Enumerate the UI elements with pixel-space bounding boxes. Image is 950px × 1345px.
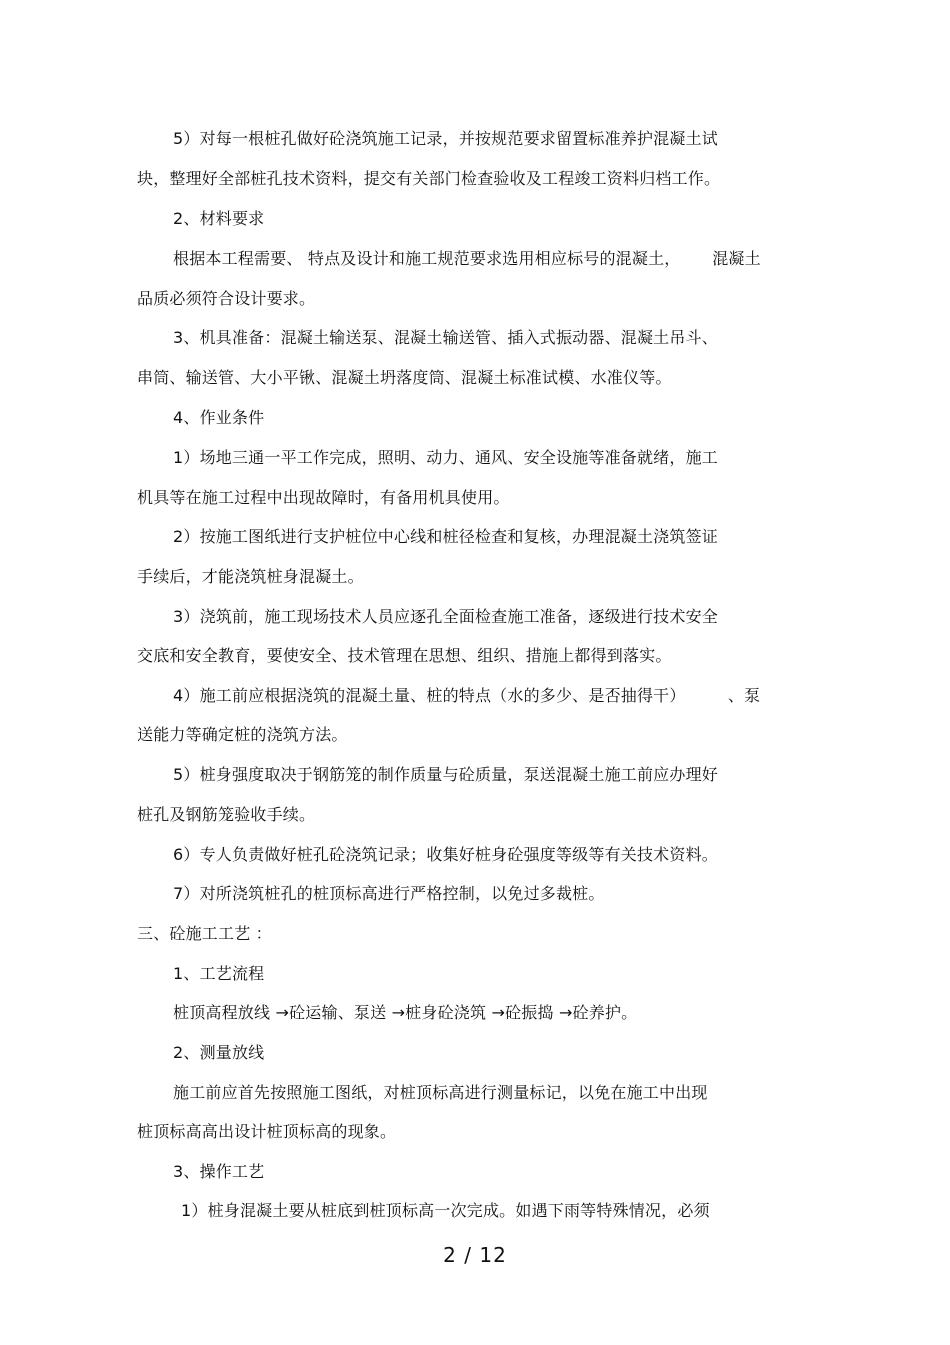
chapter-heading: 三、砼施工工艺 ：	[137, 924, 272, 943]
text-line: 施工前应首先按照施工图纸，对桩顶标高进行测量标记，以免在施工中出现	[173, 1083, 708, 1102]
text-line: 1）场地三通一平工作完成，照明、动力、通风、安全设施等准备就绪，施工	[173, 448, 718, 467]
text-line: 5）对每一根桩孔做好砼浇筑施工记录，并按规范要求留置标准养护混凝土试	[173, 129, 718, 148]
section-heading: 3、操作工艺	[173, 1162, 265, 1181]
section-heading: 2、测量放线	[173, 1043, 265, 1062]
text-line: 3、机具准备：混凝土输送泵、混凝土输送管、插入式振动器、混凝土吊斗、	[173, 328, 718, 347]
text-line: 串筒、输送管、大小平锹、混凝土坍落度筒、混凝土标准试模、水准仪等。	[137, 368, 672, 387]
text-line: 手续后，才能浇筑桩身混凝土。	[137, 567, 364, 586]
text-line: 块，整理好全部桩孔技术资料，提交有关部门检查验收及工程竣工资料归档工作。	[137, 169, 721, 188]
section-heading: 4、作业条件	[173, 408, 265, 427]
text-line: 机具等在施工过程中出现故障时，有备用机具使用。	[137, 488, 510, 507]
text-line: 桩顶标高高出设计桩顶标高的现象。	[137, 1122, 397, 1141]
text-line: 2）按施工图纸进行支护桩位中心线和桩径检查和复核，办理混凝土浇筑签证	[173, 527, 718, 546]
text-line: 5）桩身强度取决于钢筋笼的制作质量与砼质量，泵送混凝土施工前应办理好	[173, 765, 718, 784]
section-heading: 1、工艺流程	[173, 964, 265, 983]
text-line: 送能力等确定桩的浇筑方法。	[137, 725, 348, 744]
text-line: 桩孔及钢筋笼验收手续。	[137, 805, 316, 824]
section-heading: 2、材料要求	[173, 209, 265, 228]
text-line: 根据本工程需要、 特点及设计和施工规范要求选用相应标号的混凝土， 混凝土	[173, 249, 761, 268]
text-line: 1）桩身混凝土要从桩底到桩顶标高一次完成。如遇下雨等特殊情况，必须	[181, 1201, 710, 1220]
text-line: 7）对所浇筑桩孔的桩顶标高进行严格控制，以免过多裁桩。	[173, 884, 605, 903]
text-line: 交底和安全教育，要使安全、技术管理在思想、组织、措施上都得到落实。	[137, 646, 672, 665]
text-line: 桩顶高程放线 →砼运输、泵送 →桩身砼浇筑 →砼振捣 →砼养护。	[173, 1003, 638, 1022]
page-number: 2 / 12	[443, 1243, 507, 1267]
text-line: 4）施工前应根据浇筑的混凝土量、桩的特点（水的多少、是否抽得干） 、泵	[173, 686, 761, 705]
text-line: 品质必须符合设计要求。	[137, 289, 316, 308]
text-line: 3）浇筑前，施工现场技术人员应逐孔全面检查施工准备，逐级进行技术安全	[173, 607, 718, 626]
text-line: 6）专人负责做好桩孔砼浇筑记录；收集好桩身砼强度等级等有关技术资料。	[173, 845, 718, 864]
